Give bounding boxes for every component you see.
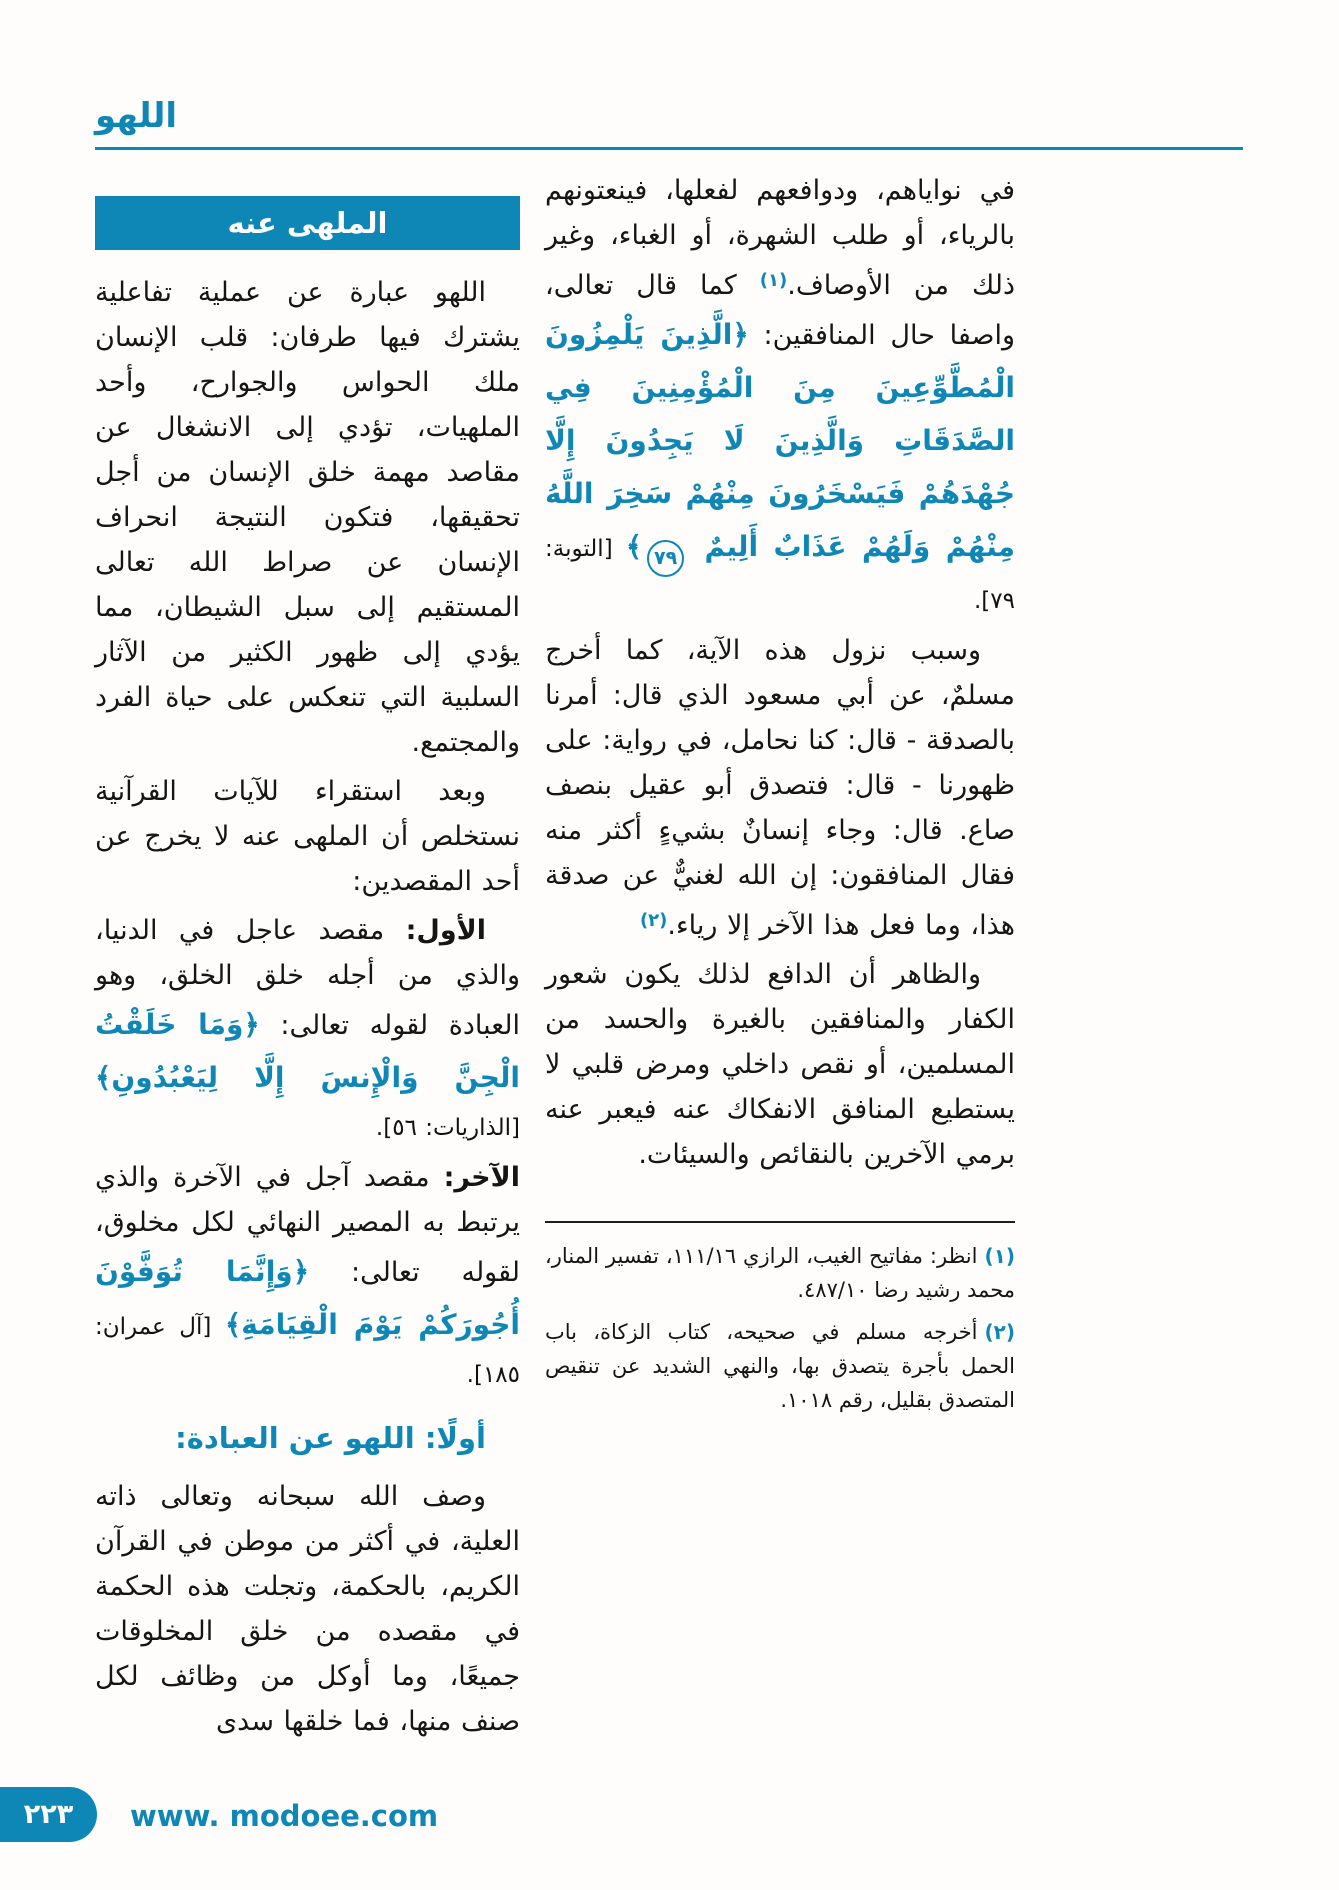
running-head: اللهو	[95, 96, 178, 136]
paragraph	[95, 1155, 520, 1398]
body-text: وبعد استقراء للآيات القرآنية نستخلص أن الملهى عنه لا يخرج عن أحد المقصدين:	[95, 776, 520, 897]
quran-verse-close-icon: ﴾	[625, 530, 643, 563]
page-number: ٢٢٣	[23, 1799, 74, 1830]
footnote-ref-1: (١)	[759, 270, 788, 291]
footnote-text: أخرجه مسلم في صحيحه، كتاب الزكاة، باب الحمل بأجرة يتصدق بها، والنهي الشديد عن تنقيص المتصدق بقليل، رقم ١٠١٨.	[545, 1320, 1015, 1412]
verse-reference: [الذاريات: ٥٦].	[375, 1115, 520, 1141]
body-text: كما قال تعالى، واصفا حال المنافقين:	[545, 270, 1015, 351]
body-text: وسبب نزول هذه الآية، كما أخرج مسلمٌ، عن أبي مسعود الذي قال: أمرنا بالصدقة - قال: كنا نحامل، في رواية: على ظهورنا - قال: فتصدق أبو عقيل بنصف صاع. قال: وجاء إنسانٌ بشيءٍ أكثر منه فقال المنافقون: إن الله لغنيٌّ عن صدقة هذا، وما فعل هذا الآخر إلا رياء.	[545, 635, 1015, 941]
body-text: في نواياهم، ودوافعهم لفعلها، فينعتونهم بالرياء، أو طلب الشهرة، أو الغباء، وغير ذلك من الأوصاف.	[545, 175, 1015, 301]
quran-verse: ﴿وَمَا خَلَقْتُ الْجِنَّ وَالْإِنسَ إِلَّا لِيَعْبُدُونِ﴾	[95, 1008, 520, 1094]
header-rule	[95, 147, 1243, 150]
footnote-item	[545, 1239, 1015, 1307]
page-number-badge	[0, 1787, 97, 1842]
quran-verse: ﴿وَإِنَّمَا تُوَفَّوْنَ أُجُورَكُمْ يَوْمَ الْقِيَامَةِ﴾	[95, 1255, 520, 1341]
body-text: والظاهر أن الدافع لذلك يكون شعور الكفار والمنافقين بالغيرة والحسد من المسلمين، أو نقص داخلي ومرض قلبي لا يستطيع المنافق الانفكاك عنه فيعبر عنه برمي الآخرين بالنقائص والسيئات.	[545, 959, 1015, 1170]
paragraph-lead: الآخر:	[443, 1162, 520, 1193]
footnote-number: (١)	[984, 1244, 1015, 1268]
paragraph	[95, 769, 520, 904]
body-text: مقصد عاجل في الدنيا، والذي من أجله خلق الخلق، وهو العبادة لقوله تعالى:	[95, 915, 520, 1041]
body-text: مقصد آجل في الآخرة والذي يرتبط به المصير النهائي لكل مخلوق، لقوله تعالى:	[95, 1162, 520, 1288]
verse-reference: [آل عمران: ١٨٥].	[95, 1314, 520, 1388]
footnote-item	[545, 1315, 1015, 1417]
paragraph	[545, 628, 1015, 948]
quran-verse: ﴿الَّذِينَ يَلْمِزُونَ الْمُطَّوِّعِينَ مِنَ الْمُؤْمِنِينَ فِي الصَّدَقَاتِ وَالَّذِينَ لَا يَجِدُونَ إِلَّا جُهْدَهُمْ فَيَسْخَرُونَ مِنْهُمْ سَخِرَ اللَّهُ مِنْهُمْ وَلَهُمْ عَذَابٌ أَلِيمٌ	[545, 318, 1015, 563]
paragraph	[545, 168, 1015, 624]
body-text: اللهو عبارة عن عملية تفاعلية يشترك فيها طرفان: قلب الإنسان ملك الحواس والجوارح، وأحد الملهيات، تؤدي إلى الانشغال عن مقاصد مهمة خلق الإنسان من أجل تحقيقها، فتكون النتيجة انحراف الإنسان عن صراط الله تعالى المستقيم إلى سبل الشيطان، مما يؤدي إلى ظهور الكثير من الآثار السلبية التي تنعكس على حياة الفرد والمجتمع.	[95, 277, 520, 758]
paragraph	[95, 1474, 520, 1744]
ayah-number-badge: ٧٩	[647, 540, 684, 577]
website-url: www. modoee.com	[130, 1799, 439, 1833]
body-text: وصف الله سبحانه وتعالى ذاته العلية، في أكثر من موطن في القرآن الكريم، بالحكمة، وتجلت هذه الحكمة في مقصده من خلق المخلوقات جميعًا، وما أوكل من وظائف لكل صنف منها، فما خلقها سدى	[95, 1481, 520, 1737]
footnote-text: انظر: مفاتيح الغيب، الرازي ١١١/١٦، تفسير المنار، محمد رشيد رضا ٤٨٧/١٠.	[545, 1244, 1015, 1302]
paragraph	[95, 908, 520, 1151]
footnote-number: (٢)	[984, 1320, 1015, 1344]
footnote-divider	[545, 1221, 1015, 1223]
paragraph	[95, 270, 520, 765]
footnotes-section	[545, 1221, 1015, 1417]
left-column	[95, 196, 520, 1748]
section-title-box	[95, 196, 520, 250]
verse-reference: [التوبة: ٧٩].	[545, 536, 1015, 614]
footnote-ref-2: (٢)	[639, 910, 668, 931]
subsection-heading: أولًا: اللهو عن العبادة:	[175, 1421, 486, 1455]
paragraph	[545, 952, 1015, 1177]
paragraph-lead: الأول:	[405, 915, 486, 946]
right-column	[545, 168, 1015, 1425]
section-title: الملهى عنه	[227, 206, 388, 240]
